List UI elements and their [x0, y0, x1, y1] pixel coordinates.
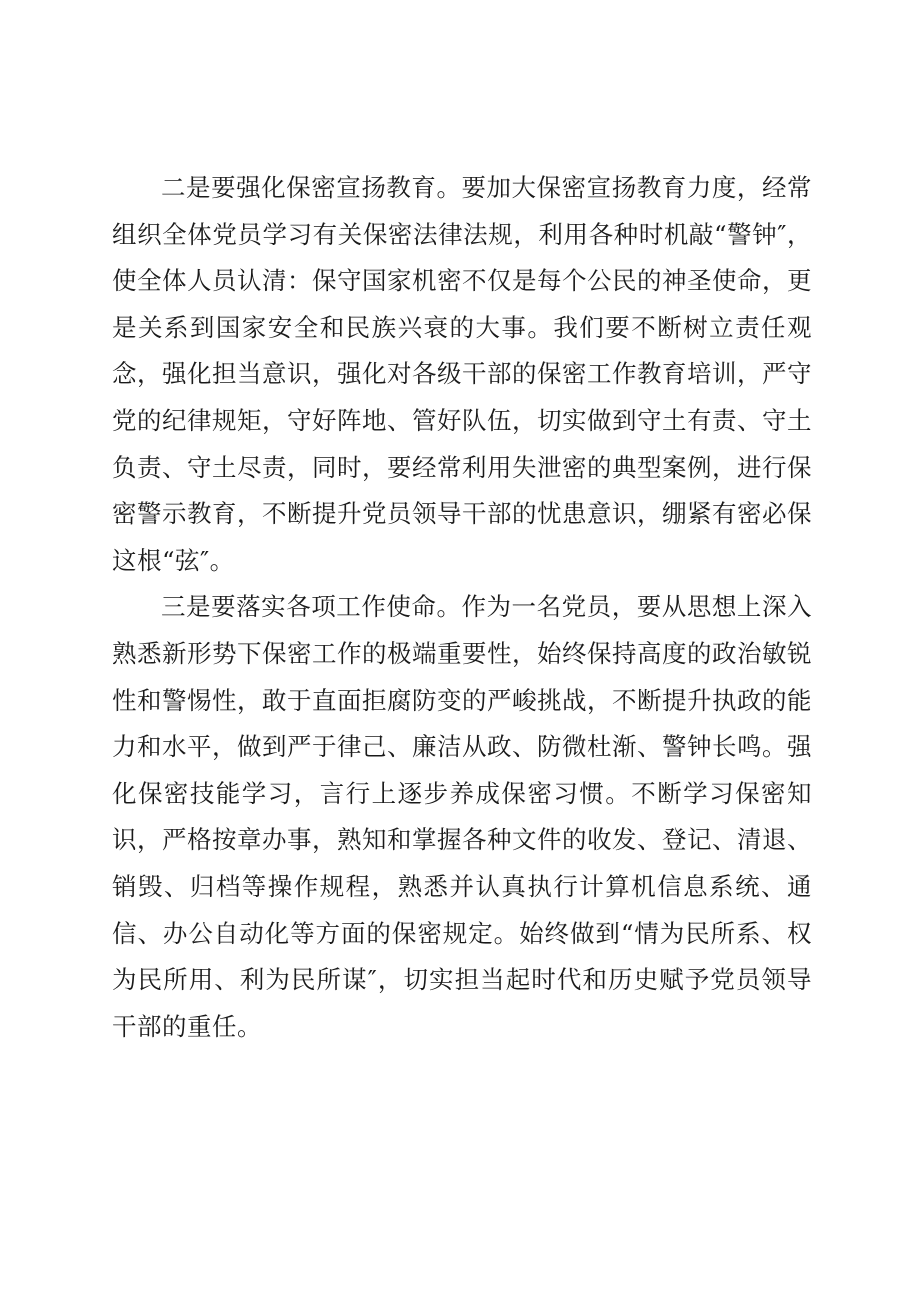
- document-body: [112, 165, 812, 1050]
- paragraph-publicity-education: 二是要强化保密宣扬教育。要加大保密宣扬教育力度，经常组织全体党员学习有关保密法律法规，利用各种时机敲“警钟″，使全体人员认清：保守国家机密不仅是每个公民的神圣使命，更是关系到国家安全和民族兴衰的大事。我们要不断树立责任观念，强化担当意识，强化对各级干部的保密工作教育培训，严守党的纪律规矩，守好阵地、管好队伍，切实做到守土有责、守土负责、守土尽责，同时，要经常利用失泄密的典型案例，进行保密警示教育，不断提升党员领导干部的忧患意识，绷紧有密必保这根“弦″。: [112, 173, 812, 575]
- paragraph-work-mission: 三是要落实各项工作使命。作为一名党员，要从思想上深入熟悉新形势下保密工作的极端重要性，始终保持高度的政治敏锐性和警惕性，敢于直面拒腐防变的严峻挑战，不断提升执政的能力和水平，做到严于律己、廉洁从政、防微杜渐、警钟长鸣。强化保密技能学习，言行上逐步养成保密习惯。不断学习保密知识，严格按章办事，熟知和掌握各种文件的收发、登记、清退、销毁、归档等操作规程，熟悉并认真执行计算机信息系统、通信、办公自动化等方面的保密规定。始终做到“情为民所系、权为民所用、利为民所谋″，切实担当起时代和历史赋予党员领导干部的重任。: [112, 592, 812, 1041]
